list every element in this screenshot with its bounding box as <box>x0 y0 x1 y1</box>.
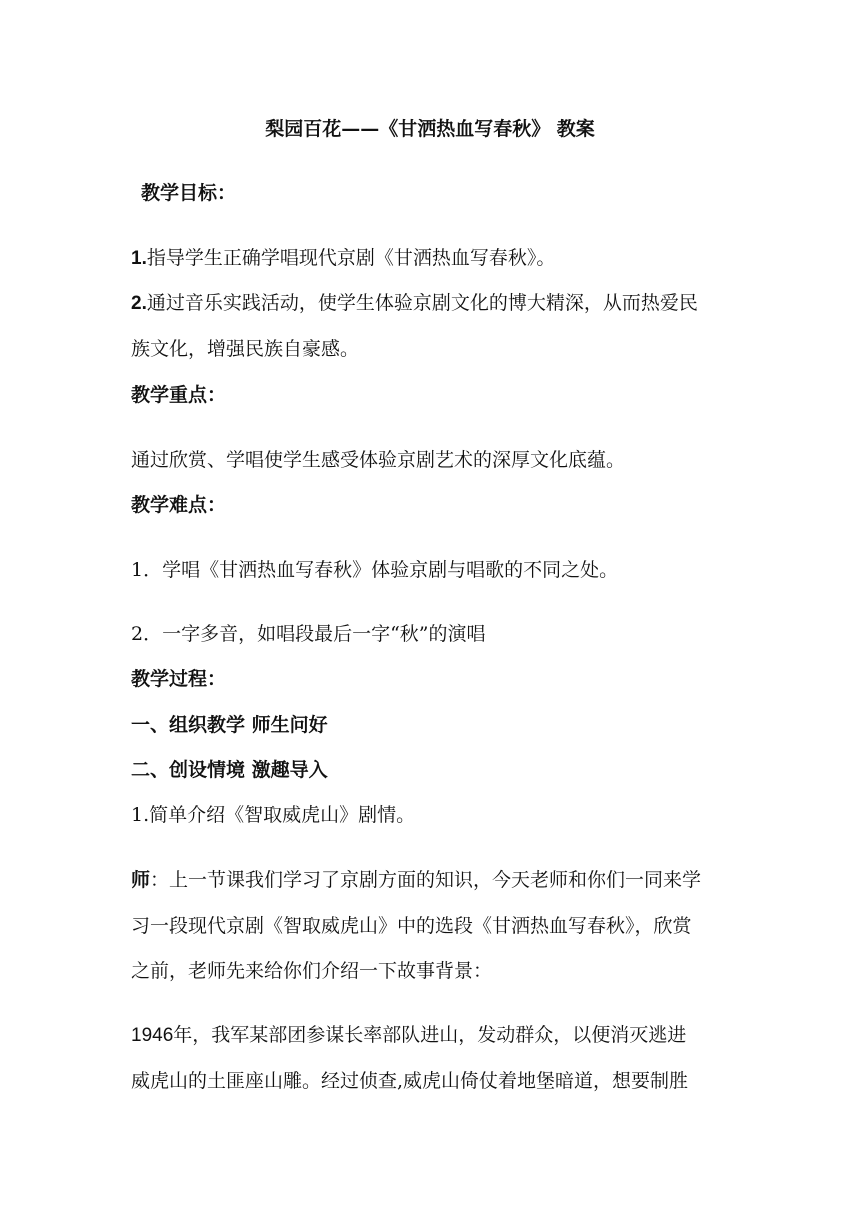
story-line1-rest: 年，我军某部团参谋长率部队进山，发动群众，以便消灭逃进 <box>173 1024 687 1046</box>
process-step-2: 二、创设情境 激趣导入 <box>131 759 328 781</box>
story-line2: 威虎山的土匪座山雕。经过侦查,威虎山倚仗着地堡暗道，想要制胜 <box>131 1070 689 1092</box>
objective-1 <box>131 245 555 272</box>
key-points-heading: 教学重点： <box>131 384 227 406</box>
objective-2-number: 2. <box>131 293 147 314</box>
difficulty-1: 1．学唱《甘洒热血写春秋》体验京剧与唱歌的不同之处。 <box>131 559 619 581</box>
objective-2-text-line2: 族文化，增强民族自豪感。 <box>131 338 360 360</box>
teacher-paragraph-line1 <box>131 867 701 893</box>
objectives-heading: 教学目标： <box>141 182 237 204</box>
teacher-label: 师 <box>131 869 151 891</box>
teacher-text-line1: ：上一节课我们学习了京剧方面的知识，今天老师和你们一同来学 <box>150 869 702 891</box>
story-year: 1946 <box>131 1025 174 1046</box>
process-step-1: 一、组织教学 师生问好 <box>131 714 328 736</box>
key-points-text: 通过欣赏、学唱使学生感受体验京剧艺术的深厚文化底蕴。 <box>131 449 626 471</box>
teacher-text-line2: 习一段现代京剧《智取威虎山》中的选段《甘洒热血写春秋》，欣赏 <box>131 915 692 937</box>
process-heading: 教学过程： <box>131 668 227 690</box>
story-line1 <box>131 1022 686 1049</box>
objective-2-text-line1: 通过音乐实践活动，使学生体验京剧文化的博大精深，从而热爱民 <box>146 292 698 314</box>
difficulties-heading: 教学难点： <box>131 494 227 516</box>
process-step-2-item-1: 1.简单介绍《智取威虎山》剧情。 <box>131 804 416 826</box>
objective-2 <box>131 290 698 317</box>
teacher-text-line3: 之前，老师先来给你们介绍一下故事背景： <box>131 960 493 982</box>
objective-1-number: 1. <box>131 248 147 269</box>
objective-1-text: 指导学生正确学唱现代京剧《甘洒热血写春秋》。 <box>146 247 556 269</box>
difficulty-2: 2．一字多音，如唱段最后一字“秋”的演唱 <box>131 623 486 645</box>
document-title: 梨园百花——《甘洒热血写春秋》 教案 <box>265 118 595 140</box>
